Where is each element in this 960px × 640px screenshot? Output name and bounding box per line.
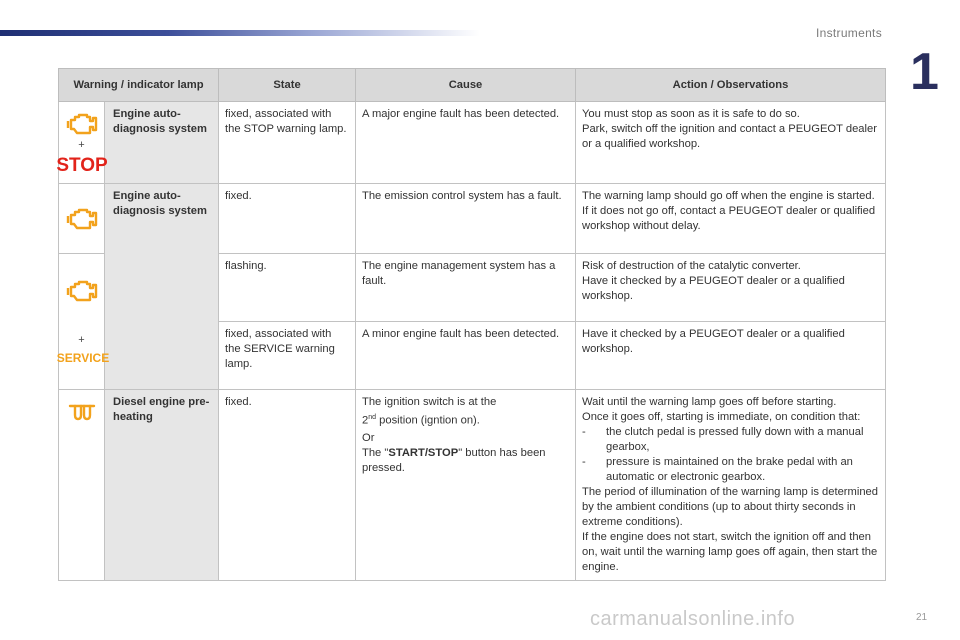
lamp-name: Diesel engine pre-heating [105, 390, 219, 581]
lamp-icons-cell [56, 254, 110, 390]
action-cell [576, 184, 886, 254]
engine-warning-icon [61, 279, 102, 303]
action-line: Once it goes off, starting is immediate, on condition that: [582, 411, 861, 423]
plus-sign: + [78, 139, 85, 151]
cause-cell: A minor engine fault has been detected. [356, 322, 576, 390]
action-cell [576, 390, 886, 581]
lamp-icons-cell [59, 390, 105, 581]
list-item: - pressure is maintained on the brake pedal with an automatic or electronic gearbox. [582, 456, 853, 483]
state-cell: fixed, associated with the STOP warning lamp. [219, 102, 356, 184]
engine-warning-icon [61, 207, 102, 231]
svg-text:SERVICE: SERVICE [56, 351, 110, 365]
table-row [59, 102, 886, 184]
action-line: The warning lamp should go off when the engine is started. [582, 190, 875, 202]
action-line: You must stop as soon as it is safe to do so. [582, 108, 800, 120]
action-line: Have it checked by a PEUGEOT dealer or a qualified workshop. [582, 328, 845, 355]
action-line: Park, switch off the ignition and contact a PEUGEOT dealer or a qualified workshop. [582, 123, 877, 150]
cause-line: 2nd position (igntion on). [362, 414, 480, 427]
action-line: Risk of destruction of the catalytic converter. [582, 260, 801, 272]
table-header-row [59, 69, 886, 102]
lamp-icons-cell [55, 102, 108, 184]
state-cell: fixed. [219, 184, 356, 254]
page-number: 21 [916, 612, 928, 623]
lamp-name: Engine auto-diagnosis system [105, 184, 219, 390]
action-line: The period of illumination of the warning lamp is determined by the ambient conditions (up to about thirty seconds in extreme conditions). [582, 486, 879, 528]
action-line: If the engine does not start, switch the ignition off and then on, wait until the warning lamp goes off again, then start the engine. [582, 531, 878, 573]
state-cell: fixed, associated with the SERVICE warning lamp. [219, 322, 356, 390]
cause-cell [356, 390, 576, 581]
action-line: Have it checked by a PEUGEOT dealer or a qualified workshop. [582, 275, 845, 302]
cause-cell: A major engine fault has been detected. [356, 102, 576, 184]
engine-warning-icon [61, 112, 102, 136]
column-header-cause: Cause [356, 69, 576, 102]
action-line: Wait until the warning lamp goes off before starting. [582, 396, 837, 408]
column-header-action: Action / Observations [576, 69, 886, 102]
lamp-name: Engine auto-diagnosis system [105, 102, 219, 184]
section-title: Instruments [816, 26, 882, 40]
state-cell: fixed. [219, 390, 356, 581]
table-row [59, 184, 886, 254]
list-item: - the clutch pedal is pressed fully down with a manual gearbox, [582, 426, 864, 453]
cause-line: The "START/STOP" button has been pressed. [362, 446, 546, 474]
cause-cell: The emission control system has a fault. [356, 184, 576, 254]
svg-text:STOP: STOP [55, 155, 108, 176]
action-line: If it does not go off, contact a PEUGEOT dealer or qualified workshop without delay. [582, 205, 876, 232]
column-header-state: State [219, 69, 356, 102]
table-row [59, 390, 886, 581]
stop-warning-icon [55, 155, 108, 176]
watermark: carmanualsonline.info [590, 608, 796, 630]
service-warning-icon [56, 350, 110, 365]
action-cell [576, 322, 886, 390]
cause-cell: The engine management system has a fault. [356, 254, 576, 322]
action-cell [576, 254, 886, 322]
warning-lamp-table [55, 68, 886, 581]
cause-line: Or [362, 431, 375, 444]
state-cell: flashing. [219, 254, 356, 322]
chapter-number: 1 [910, 43, 939, 101]
lamp-icons-cell [59, 184, 105, 254]
preheating-coil-icon [61, 402, 102, 422]
plus-sign: + [78, 334, 85, 346]
column-header-lamp: Warning / indicator lamp [59, 69, 219, 102]
action-cell [576, 102, 886, 184]
header-accent-bar [0, 30, 480, 36]
cause-line: The ignition switch is at the [362, 396, 497, 408]
